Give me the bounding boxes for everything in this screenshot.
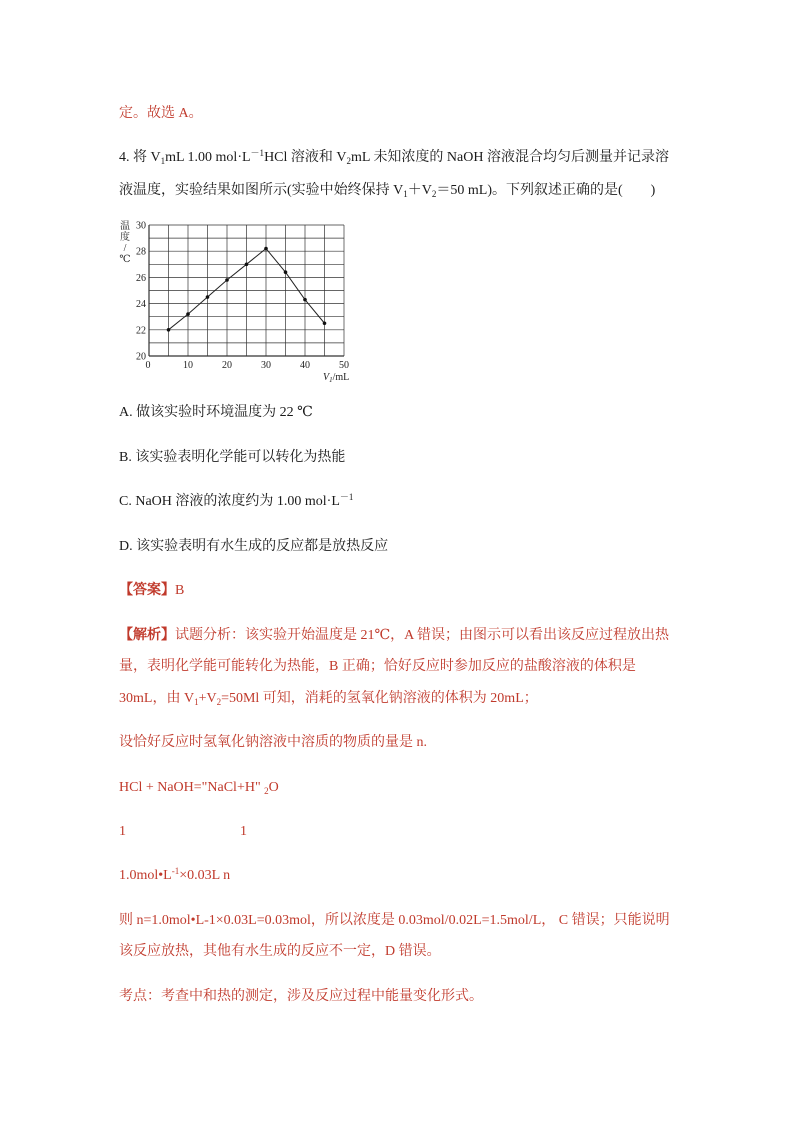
- y-tick-label: 28: [136, 246, 146, 258]
- a3-text-b: +V: [198, 691, 217, 706]
- option-b: B. 该实验表明化学能可以转化为热能: [119, 450, 346, 465]
- analysis-line-9: 该反应放热，其他有水生成的反应不一定，D 错误。: [119, 944, 441, 959]
- analysis-line-3: [119, 689, 538, 709]
- a3-text-c: =50Ml 可知，消耗的氢氧化钠溶液的体积为 20mL；: [221, 691, 538, 706]
- y-tick-label: 30: [136, 220, 146, 232]
- x-tick-label: 20: [222, 360, 232, 371]
- data-point: [264, 247, 268, 251]
- x-tick-label: 40: [300, 360, 310, 371]
- data-point: [206, 295, 210, 299]
- calc-sup: -1: [171, 866, 180, 876]
- ratio-line: [119, 822, 247, 842]
- ratio-right: 1: [240, 824, 247, 839]
- option-c: [119, 492, 353, 512]
- q1-text-b: mL 1.00 mol·L: [165, 150, 251, 165]
- q1-text-c: HCl 溶液和 V: [264, 150, 347, 165]
- option-d: D. 该实验表明有水生成的反应都是放热反应: [119, 539, 389, 554]
- x-axis-label: [323, 372, 349, 384]
- q2-sub-2: 2: [431, 189, 437, 199]
- y-axis-label-char: ℃: [119, 254, 131, 265]
- y-axis-label-char: 度: [120, 232, 130, 243]
- answer-line: [119, 581, 184, 601]
- analysis-text-1: 试题分析：该实验开始温度是 21℃，A 错误；由图示可以看出该反应过程放出热: [175, 628, 669, 643]
- data-point: [323, 321, 327, 325]
- data-point: [303, 298, 307, 302]
- q2-text-b: ＋V: [407, 183, 432, 198]
- calc-text-a: 1.0mol•L: [119, 868, 172, 883]
- option-a: A. 做该实验时环境温度为 22 ℃: [119, 405, 313, 420]
- option-c-text: C. NaOH 溶液的浓度约为 1.00 mol·L: [119, 494, 340, 509]
- y-axis-label: [119, 220, 130, 265]
- calc-line: [119, 866, 230, 886]
- y-axis-label-char: 温: [120, 221, 130, 232]
- x-tick-label: 30: [261, 360, 271, 371]
- analysis-label: 【解析】: [119, 628, 175, 643]
- y-tick-label: 22: [136, 325, 146, 337]
- q2-text-c: ＝50 mL)。下列叙述正确的是( ): [436, 183, 656, 198]
- q1-text-a: 将 V: [133, 150, 161, 165]
- temperature-chart: [116, 215, 361, 385]
- x-axis-label-v: V: [323, 372, 330, 383]
- y-tick-label: 24: [136, 299, 146, 311]
- data-point: [225, 278, 229, 282]
- data-point: [245, 263, 249, 267]
- calc-text-b: ×0.03L n: [179, 868, 231, 883]
- data-point: [284, 270, 288, 274]
- y-axis-label-char: /: [123, 243, 127, 254]
- x-axis-label-sub: 1: [329, 376, 333, 384]
- data-point: [167, 328, 171, 332]
- data-point: [186, 312, 190, 316]
- x-tick-label: 0: [145, 360, 151, 371]
- option-c-sup: －1: [339, 492, 354, 502]
- analysis-line-1: [119, 626, 669, 646]
- y-tick-label: 26: [136, 272, 146, 284]
- chart-ticks: [136, 221, 349, 372]
- y-tick-label: 20: [136, 351, 146, 363]
- chart-grid: [149, 225, 344, 356]
- q1-sub-2: 2: [346, 156, 352, 166]
- analysis-line-4: 设恰好反应时氢氧化钠溶液中溶质的物质的量是 n.: [119, 735, 427, 750]
- a3-sub-2: 2: [216, 697, 222, 707]
- q2-sub-1: 1: [403, 189, 408, 199]
- ratio-left: 1: [119, 824, 126, 839]
- eq-text-b: O: [268, 780, 279, 795]
- x-tick-label: 50: [339, 360, 349, 371]
- eq-text-a: HCl + NaOH="NaCl+H": [119, 780, 265, 795]
- equation-line: [119, 778, 279, 798]
- answer-value: B: [175, 583, 185, 598]
- answer-label: 【答案】: [119, 583, 175, 598]
- a3-sub-1: 1: [194, 697, 199, 707]
- question-number: 4.: [119, 150, 130, 165]
- q1-text-d: mL 未知浓度的 NaOH 溶液混合均匀后测量并记录溶: [351, 150, 669, 165]
- a3-text-a: 30mL，由 V: [119, 691, 195, 706]
- x-axis-label-unit: /mL: [332, 372, 350, 383]
- q1-sup: －1: [250, 148, 265, 158]
- analysis-line-10: 考点：考查中和热的测定，涉及反应过程中能量变化形式。: [119, 989, 483, 1004]
- previous-conclusion: 定。故选 A。: [119, 106, 203, 121]
- question-line-2: [119, 181, 655, 201]
- analysis-line-8: 则 n=1.0mol•L-1×0.03L=0.03mol，所以浓度是 0.03mol/0.02L=1.5mol/L， C 错误；只能说明: [119, 913, 670, 928]
- question-line-1: [119, 148, 669, 168]
- x-tick-label: 10: [183, 360, 193, 371]
- eq-sub: 2: [264, 786, 269, 796]
- analysis-line-2: 量，表明化学能可能转化为热能，B 正确；恰好反应时参加反应的盐酸溶液的体积是: [119, 659, 636, 674]
- q2-text-a: 液温度，实验结果如图所示(实验中始终保持 V: [119, 183, 404, 198]
- q1-sub-1: 1: [160, 156, 166, 166]
